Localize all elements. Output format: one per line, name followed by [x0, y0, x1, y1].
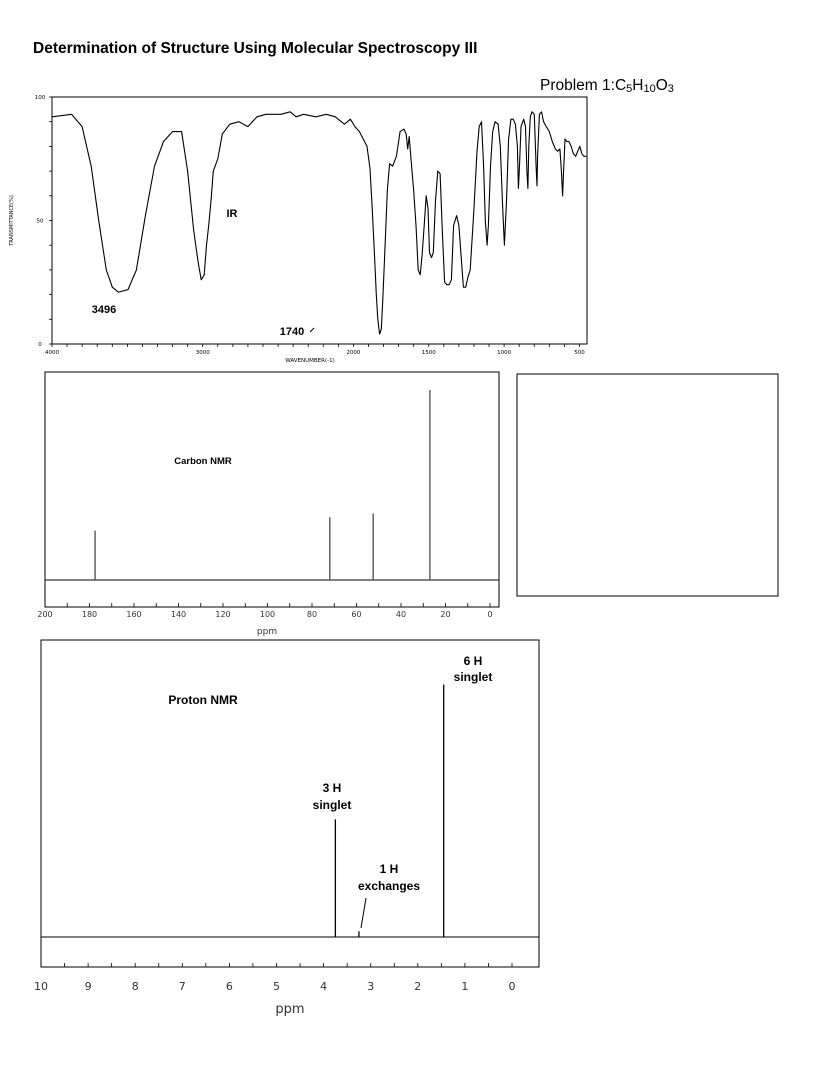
- proton-peak-pointer: [361, 898, 366, 928]
- proton-nmr-title: Proton NMR: [168, 693, 238, 707]
- ir-y-tick-label: 0: [38, 342, 42, 348]
- formula-subscript: 3: [667, 83, 674, 95]
- ir-x-tick-label: 3000: [195, 350, 210, 356]
- ir-y-tick-label: 50: [36, 218, 44, 225]
- proton-peak-label-multiplicity: singlet: [453, 670, 493, 684]
- proton-nmr-x-axis-label: ppm: [275, 1002, 305, 1017]
- carbon-nmr-frame: [45, 372, 499, 607]
- proton-peak-label-integration: 1 H: [379, 862, 399, 876]
- proton-nmr-chart: [34, 640, 539, 1017]
- ir-x-tick-label: 500: [574, 350, 585, 356]
- carbon-nmr-chart: [37, 372, 499, 637]
- ir-x-tick-label: 2000: [346, 350, 361, 356]
- carbon-nmr-x-tick-label: 180: [81, 610, 98, 619]
- proton-peak-label-multiplicity: exchanges: [357, 879, 421, 893]
- answer-box: [517, 374, 778, 596]
- carbon-nmr-x-tick-label: 0: [487, 610, 493, 619]
- page-title: Determination of Structure Using Molecular Spectroscopy III: [33, 40, 478, 57]
- ir-annotation-pointer: [310, 328, 314, 332]
- proton-peak-label-multiplicity: singlet: [312, 798, 352, 812]
- proton-nmr-x-tick-label: 8: [131, 980, 139, 993]
- proton-nmr-x-tick-label: 7: [178, 980, 186, 993]
- ir-x-axis-label: WAVENUMBER(-1): [285, 358, 335, 364]
- ir-x-tick-label: 4000: [45, 350, 59, 356]
- ir-annotation-3496: 3496: [91, 304, 117, 316]
- ir-title: IR: [226, 208, 238, 220]
- formula-element: C: [614, 77, 627, 94]
- carbon-nmr-x-tick-label: 40: [395, 610, 407, 619]
- ir-annotation-1740: 1740: [279, 326, 305, 338]
- carbon-nmr-x-axis-label: ppm: [256, 627, 278, 637]
- proton-nmr-x-tick-label: 0: [508, 980, 516, 993]
- ir-y-axis-label: TRANSMITTANCE(%): [9, 195, 15, 246]
- carbon-nmr-x-tick-label: 20: [440, 610, 451, 619]
- ir-x-tick-label: 1500: [421, 350, 436, 356]
- formula-subscript: 10: [643, 83, 656, 95]
- proton-nmr-x-tick-label: 1: [461, 980, 469, 993]
- carbon-nmr-x-tick-label: 60: [351, 610, 362, 619]
- carbon-nmr-x-tick-label: 160: [126, 610, 142, 619]
- proton-nmr-x-tick-label: 5: [273, 980, 280, 993]
- ir-x-tick-label: 1000: [497, 350, 512, 356]
- carbon-nmr-x-tick-label: 200: [37, 610, 53, 619]
- proton-nmr-x-tick-label: 10: [34, 980, 48, 993]
- carbon-nmr-x-tick-label: 140: [170, 610, 187, 619]
- proton-nmr-x-tick-label: 4: [320, 980, 328, 993]
- proton-nmr-frame: [41, 640, 539, 967]
- problem-prefix: Problem 1:: [540, 77, 615, 94]
- ir-y-tick-label: 100: [34, 95, 46, 101]
- ir-frame: [52, 97, 587, 344]
- proton-nmr-x-tick-label: 2: [414, 980, 422, 993]
- formula-subscript: 5: [626, 83, 633, 95]
- proton-nmr-x-tick-label: 9: [84, 980, 92, 993]
- proton-nmr-x-tick-label: 3: [367, 980, 375, 993]
- ir-chart: [9, 95, 587, 364]
- carbon-nmr-x-tick-label: 80: [306, 610, 318, 619]
- formula-element: H: [632, 77, 644, 94]
- ir-spectrum-line: [52, 112, 586, 334]
- formula-element: O: [655, 77, 668, 94]
- carbon-nmr-title: Carbon NMR: [174, 456, 232, 467]
- proton-peak-label-integration: 3 H: [322, 781, 342, 795]
- proton-nmr-x-tick-label: 6: [225, 980, 233, 993]
- carbon-nmr-x-tick-label: 100: [259, 610, 276, 619]
- proton-peak-label-integration: 6 H: [463, 654, 483, 668]
- carbon-nmr-x-tick-label: 120: [215, 610, 231, 619]
